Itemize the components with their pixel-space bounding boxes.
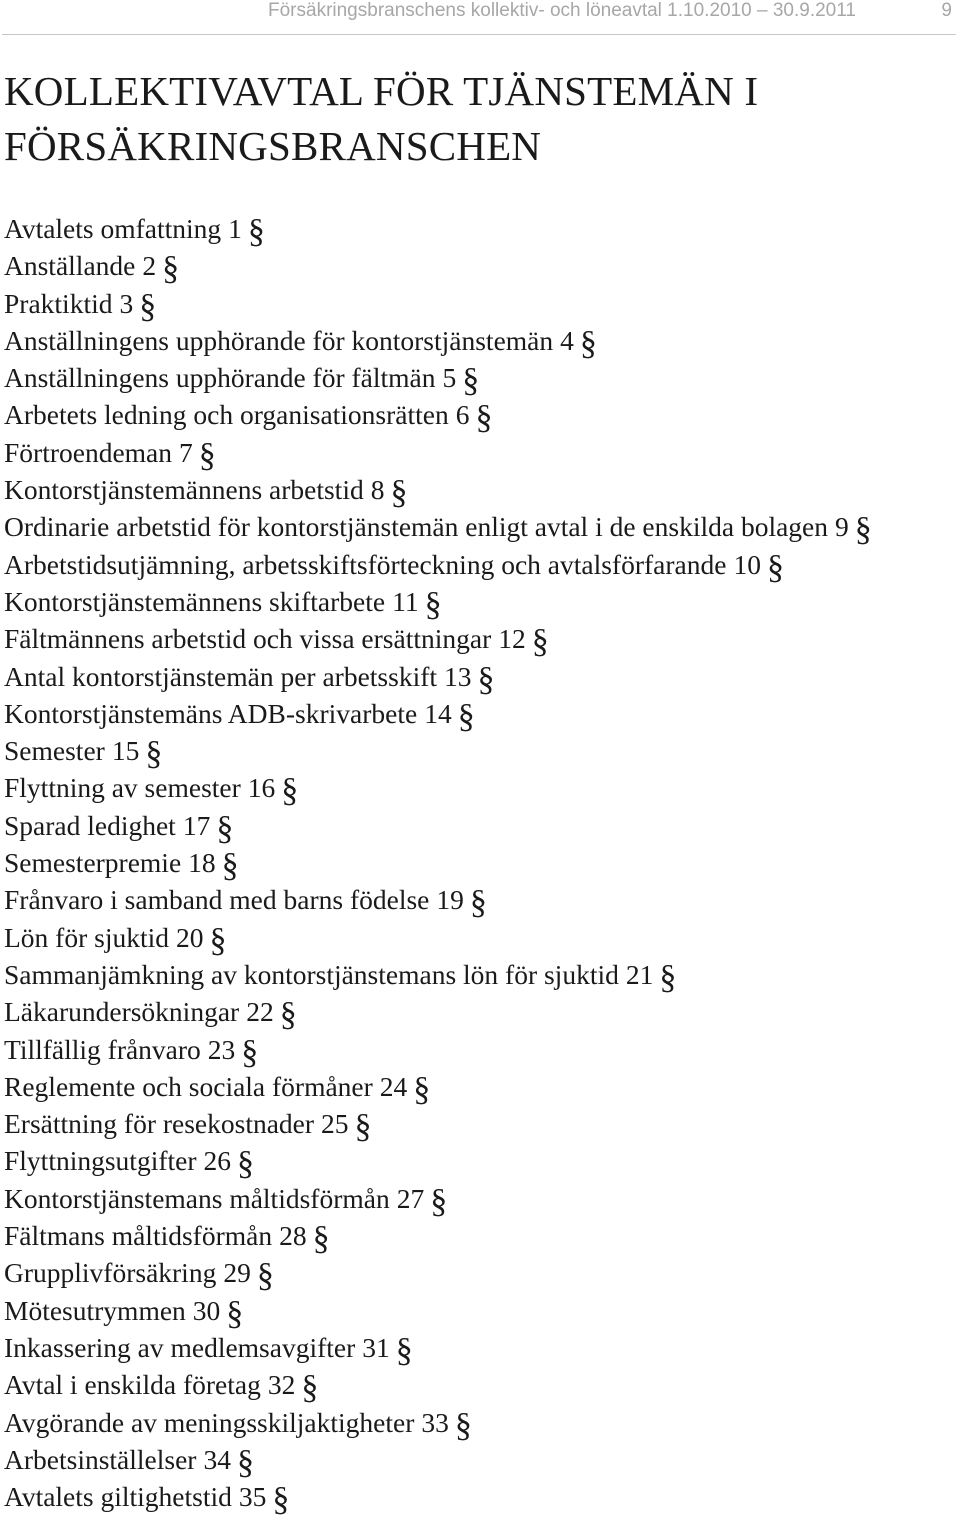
toc-item	[4, 1031, 872, 1071]
toc-item-number: 21	[625, 958, 654, 990]
section-sign: §	[198, 436, 216, 474]
section-sign: §	[256, 1257, 274, 1295]
toc-item	[4, 1478, 872, 1519]
toc-item-number: 32	[267, 1369, 296, 1401]
toc-item-number: 19	[436, 884, 464, 916]
running-title: Försäkringsbranschens kollektiv- och löneavtal 1.10.2010 – 30.9.2011	[268, 0, 856, 21]
section-sign: §	[301, 1369, 319, 1407]
section-sign: §	[221, 847, 239, 885]
toc-item	[4, 1180, 872, 1220]
toc-item	[4, 1105, 872, 1146]
table-of-contents	[4, 210, 872, 1519]
toc-item	[4, 732, 872, 773]
toc-item-number: 9	[835, 511, 849, 543]
toc-item-number: 2	[142, 250, 157, 282]
toc-item-number: 23	[207, 1033, 236, 1065]
toc-item-label: Tillfällig frånvaro	[4, 1033, 201, 1065]
running-header	[0, 0, 960, 36]
toc-item-label: Semester	[4, 735, 105, 767]
section-sign: §	[209, 921, 227, 959]
toc-item	[4, 1404, 872, 1444]
toc-item-number: 29	[223, 1257, 251, 1289]
toc-item	[4, 993, 872, 1034]
toc-item-number: 7	[179, 436, 193, 468]
toc-item-label: Ordinarie arbetstid för kontorstjänstemän enligt avtal i de enskilda bolagen	[4, 511, 828, 543]
toc-item-label: Anställande	[4, 250, 136, 282]
toc-item-label: Flyttningsutgifter	[4, 1145, 197, 1177]
toc-item-number: 12	[498, 623, 526, 655]
section-sign: §	[424, 585, 442, 623]
toc-item-label: Antal kontorstjänstemän per arbetsskift	[4, 660, 438, 692]
toc-item	[4, 359, 872, 400]
toc-item-label: Sparad ledighet	[4, 809, 176, 841]
toc-item	[4, 322, 872, 362]
toc-item	[4, 1366, 872, 1407]
toc-item-label: Kontorstjänstemans måltidsförmån	[4, 1182, 390, 1214]
toc-item	[4, 1217, 872, 1258]
toc-item-label: Avtal i enskilda företag	[4, 1369, 261, 1401]
section-sign: §	[766, 548, 784, 586]
section-sign: §	[469, 884, 487, 922]
toc-item-number: 16	[247, 772, 276, 804]
page-title-line-2: FÖRSÄKRINGSBRANSCHEN	[4, 123, 542, 169]
toc-item-number: 35	[238, 1481, 267, 1513]
toc-item-number: 1	[228, 213, 242, 244]
toc-item-label: Sammanjämkning av kontorstjänstemans lön för sjuktid	[4, 958, 619, 990]
toc-item	[4, 1254, 872, 1295]
page-number: 9	[941, 0, 952, 21]
section-sign: §	[413, 1070, 431, 1108]
toc-item-number: 30	[192, 1294, 221, 1326]
toc-item-number: 27	[396, 1182, 425, 1214]
toc-item-label: Kontorstjänstemännens skiftarbete	[4, 585, 386, 617]
toc-item-number: 4	[560, 324, 574, 356]
toc-item	[4, 620, 872, 661]
toc-item-label: Mötesutrymmen	[4, 1294, 186, 1326]
toc-item	[4, 844, 872, 885]
toc-item-label: Kontorstjänstemäns ADB-skrivarbete	[4, 697, 418, 729]
toc-item-number: 24	[379, 1070, 408, 1102]
toc-item	[4, 396, 872, 437]
section-sign: §	[475, 399, 493, 437]
toc-item-label: Förtroendeman	[4, 436, 173, 468]
toc-item	[4, 769, 872, 810]
section-sign: §	[281, 772, 299, 810]
toc-item-label: Reglemente och sociala förmåner	[4, 1070, 373, 1102]
toc-item-label: Kontorstjänstemännens arbetstid	[4, 474, 364, 506]
toc-item	[4, 434, 872, 474]
toc-item-label: Flyttning av semester	[4, 772, 241, 804]
section-sign: §	[312, 1220, 330, 1258]
toc-item	[4, 1329, 872, 1369]
toc-item	[4, 1142, 872, 1183]
section-sign: §	[395, 1331, 413, 1369]
toc-item	[4, 546, 872, 586]
toc-item-label: Frånvaro i samband med barns födelse	[4, 884, 430, 916]
toc-item-label: Praktiktid	[4, 287, 113, 319]
toc-item-number: 31	[362, 1331, 390, 1363]
toc-item-label: Arbetets ledning och organisationsrätten	[4, 399, 449, 431]
toc-item-number: 8	[370, 474, 385, 506]
toc-item-number: 15	[111, 735, 140, 767]
toc-item	[4, 247, 872, 288]
toc-item-number: 18	[188, 847, 216, 879]
toc-item	[4, 1441, 872, 1481]
toc-item-label: Lön för sjuktid	[4, 921, 169, 953]
toc-item-label: Anställningens upphörande för fältmän	[4, 362, 436, 394]
toc-item-number: 11	[392, 585, 419, 617]
toc-item-number: 13	[444, 660, 472, 692]
section-sign: §	[854, 511, 872, 549]
section-sign: §	[430, 1182, 448, 1220]
header-divider	[2, 34, 956, 35]
section-sign: §	[659, 958, 677, 996]
toc-item-label: Grupplivförsäkring	[4, 1257, 217, 1289]
toc-item-number: 17	[182, 809, 211, 841]
toc-item-number: 10	[733, 548, 761, 580]
section-sign: §	[162, 250, 180, 288]
toc-item-number: 22	[246, 996, 274, 1028]
toc-item	[4, 919, 872, 959]
toc-item	[4, 881, 872, 922]
section-sign: §	[354, 1108, 372, 1146]
toc-item	[4, 695, 872, 735]
section-sign: §	[236, 1443, 254, 1481]
section-sign: §	[457, 697, 475, 735]
section-sign: §	[477, 660, 495, 698]
toc-item-number: 33	[421, 1406, 449, 1438]
section-sign: §	[531, 623, 549, 661]
section-sign: §	[237, 1145, 254, 1183]
toc-item	[4, 1292, 872, 1332]
toc-item-label: Fältmännens arbetstid och vissa ersättningar	[4, 623, 492, 655]
toc-item	[4, 285, 872, 325]
toc-item	[4, 658, 872, 698]
toc-item-number: 3	[119, 287, 134, 319]
section-sign: §	[139, 287, 157, 325]
toc-item	[4, 210, 872, 250]
toc-item-number: 5	[442, 362, 457, 394]
toc-item	[4, 508, 872, 549]
section-sign: §	[462, 362, 480, 400]
toc-item-number: 28	[279, 1220, 307, 1252]
section-sign: §	[272, 1481, 290, 1519]
toc-item-label: Semesterpremie	[4, 847, 182, 879]
toc-item-label: Ersättning för resekostnader	[4, 1108, 315, 1140]
section-sign: §	[247, 213, 265, 250]
toc-item-label: Fältmans måltidsförmån	[4, 1220, 273, 1252]
section-sign: §	[279, 996, 297, 1034]
toc-item	[4, 956, 872, 996]
toc-item-number: 20	[176, 921, 204, 953]
toc-item-label: Avtalets omfattning	[4, 213, 222, 244]
section-sign: §	[454, 1406, 472, 1444]
toc-item-label: Inkassering av medlemsavgifter	[4, 1331, 356, 1363]
toc-item-number: 6	[455, 399, 470, 431]
page-title	[4, 64, 758, 174]
toc-item-label: Arbetstidsutjämning, arbetsskiftsförteckning och avtalsförfarande	[4, 548, 727, 580]
section-sign: §	[216, 809, 234, 847]
toc-item	[4, 807, 872, 847]
toc-item-number: 14	[424, 697, 452, 729]
toc-item-label: Arbetsinställelser	[4, 1443, 197, 1475]
toc-item-label: Läkarundersökningar	[4, 996, 240, 1028]
toc-item-label: Anställningens upphörande för kontorstjänstemän	[4, 324, 554, 356]
section-sign: §	[390, 474, 408, 512]
toc-item	[4, 471, 872, 512]
section-sign: §	[226, 1294, 244, 1332]
toc-item-label: Avtalets giltighetstid	[4, 1481, 232, 1513]
section-sign: §	[145, 735, 163, 773]
toc-item	[4, 583, 872, 623]
section-sign: §	[579, 324, 597, 362]
page-title-line-1: KOLLEKTIVAVTAL FÖR TJÄNSTEMÄN I	[4, 68, 759, 114]
toc-item-number: 34	[203, 1443, 231, 1475]
toc-item	[4, 1068, 872, 1108]
toc-item-number: 25	[321, 1108, 349, 1140]
section-sign: §	[241, 1033, 259, 1071]
toc-item-label: Avgörande av meningsskiljaktigheter	[4, 1406, 415, 1438]
toc-item-number: 26	[203, 1145, 231, 1177]
